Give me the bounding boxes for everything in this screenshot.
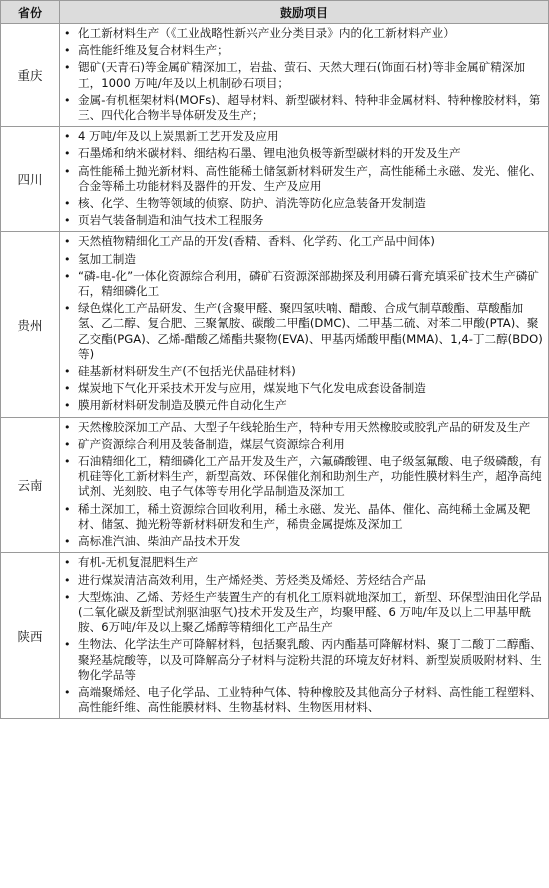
list-item: • 有机-无机复混肥料生产 [62, 555, 544, 570]
projects-column-header: 鼓励项目 [60, 1, 549, 24]
list-item: • 高性能纤维及复合材料生产； [62, 43, 544, 58]
table-row [1, 417, 549, 553]
table-row [1, 127, 549, 232]
list-item: • 高标准汽油、柴油产品技术开发 [62, 534, 544, 549]
list-item: • 进行煤炭清洁高效利用，生产烯烃类、芳烃类及烯烃、芳烃结合产品 [62, 573, 544, 588]
list-item: • 矿产资源综合利用及装备制造，煤层气资源综合利用 [62, 437, 544, 452]
list-item: • 膜用新材料研发制造及膜元件自动化生产 [62, 398, 544, 413]
province-cell: 云南 [1, 417, 60, 553]
province-cell: 贵州 [1, 232, 60, 417]
list-item: • 核、化学、生物等领域的侦察、防护、消洗等防化应急装备开发制造 [62, 196, 544, 211]
list-item: • 绿色煤化工产品研发、生产(含聚甲醛、聚四氢呋喃、醋酸、合成气制草酸酯、草酸酯加氢、乙二醇、复合肥、三聚氰胺、碳酸二甲酯(DMC)、二甲基二硫、对苯二甲酸(PTA)、聚乙交酯(PGA)、乙烯-醋酸乙烯酯共聚物(EVA)、甲基丙烯酸甲酯(MMA)、1,4-丁二醇(BDO)等) [62, 301, 544, 362]
projects-cell [60, 127, 549, 232]
projects-cell [60, 232, 549, 417]
list-item: • 大型炼油、乙烯、芳烃生产装置生产的有机化工原料就地深加工，新型、环保型油田化学品(二氧化碳及新型试剂驱油驱气)技术开发及生产，均聚甲醛、6 万吨/年及以上二甲基甲酰胺、6万吨/年及以上聚乙烯醇等精细化工产品生产 [62, 590, 544, 636]
list-item: • 生物法、化学法生产可降解材料，包括聚乳酸、丙内酯基可降解材料、聚丁二酸丁二醇酯、聚羟基烷酸等，以及可降解高分子材料与淀粉共混的环境友好材料、新型炭质吸附材料、生物化学品等 [62, 637, 544, 683]
list-item: • 稀土深加工，稀土资源综合回收利用，稀土永磁、发光、晶体、催化、高纯稀土金属及靶材、储氢、抛光粉等新材料研发和生产，稀贵金属提炼及深加工 [62, 502, 544, 532]
province-column-header: 省份 [1, 1, 60, 24]
list-item: • 页岩气装备制造和油气技术工程服务 [62, 213, 544, 228]
province-cell: 陕西 [1, 553, 60, 719]
project-list [62, 129, 544, 228]
list-item: • 高性能稀土抛光新材料、高性能稀土储氢新材料研发生产，高性能稀土永磁、发光、催化、合金等稀土功能材料及器件的开发、生产及应用 [62, 164, 544, 194]
list-item: • 金属-有机框架材料(MOFs)、超导材料、新型碳材料、特种非金属材料、特种橡胶材料，第三、四代化合物半导体研发及生产； [62, 93, 544, 123]
table-row [1, 232, 549, 417]
province-cell: 四川 [1, 127, 60, 232]
list-item: • 高端聚烯烃、电子化学品、工业特种气体、特种橡胶及其他高分子材料、高性能工程塑料、高性能纤维、高性能膜材料、生物基材料、生物医用材料、 [62, 685, 544, 715]
province-cell: 重庆 [1, 24, 60, 127]
list-item: • 4 万吨/年及以上炭黑新工艺开发及应用 [62, 129, 544, 144]
list-item: • 氢加工制造 [62, 252, 544, 267]
project-list [62, 234, 544, 413]
table-row [1, 24, 549, 127]
table-row [1, 553, 549, 719]
list-item: • “磷-电-化”一体化资源综合利用，磷矿石资源深部勘探及利用磷石膏充填采矿技术生产磷矿石，精细磷化工 [62, 269, 544, 299]
project-list [62, 420, 544, 550]
projects-cell [60, 24, 549, 127]
table-header-row [1, 1, 549, 24]
list-item: • 硅基新材料研发生产(不包括光伏晶硅材料) [62, 364, 544, 379]
list-item: • 石油精细化工，精细磷化工产品开发及生产，六氟磷酸锂、电子级氢氟酸、电子级磷酸，有机硅等化工新材料生产，新型高效、环保催化剂和助剂生产，功能性膜材料生产，超净高纯试剂、光刻胶、电子气体等专用化学品制造及深加工 [62, 454, 544, 500]
projects-cell [60, 417, 549, 553]
project-list [62, 26, 544, 123]
list-item: • 石墨烯和纳米碳材料、细结构石墨、锂电池负极等新型碳材料的开发及生产 [62, 146, 544, 161]
projects-cell [60, 553, 549, 719]
list-item: • 锶矿(天青石)等金属矿精深加工，岩盐、萤石、天然大理石(饰面石材)等非金属矿精深加工，1000 万吨/年及以上机制砂石项目； [62, 60, 544, 90]
project-list [62, 555, 544, 715]
list-item: • 天然植物精细化工产品的开发(香精、香料、化学药、化工产品中间体) [62, 234, 544, 249]
list-item: • 煤炭地下气化开采技术开发与应用，煤炭地下气化发电成套设备制造 [62, 381, 544, 396]
list-item: • 化工新材料生产（《工业战略性新兴产业分类目录》内的化工新材料产业） [62, 26, 544, 41]
list-item: • 天然橡胶深加工产品、大型子午线轮胎生产，特种专用天然橡胶或胶乳产品的研发及生产 [62, 420, 544, 435]
